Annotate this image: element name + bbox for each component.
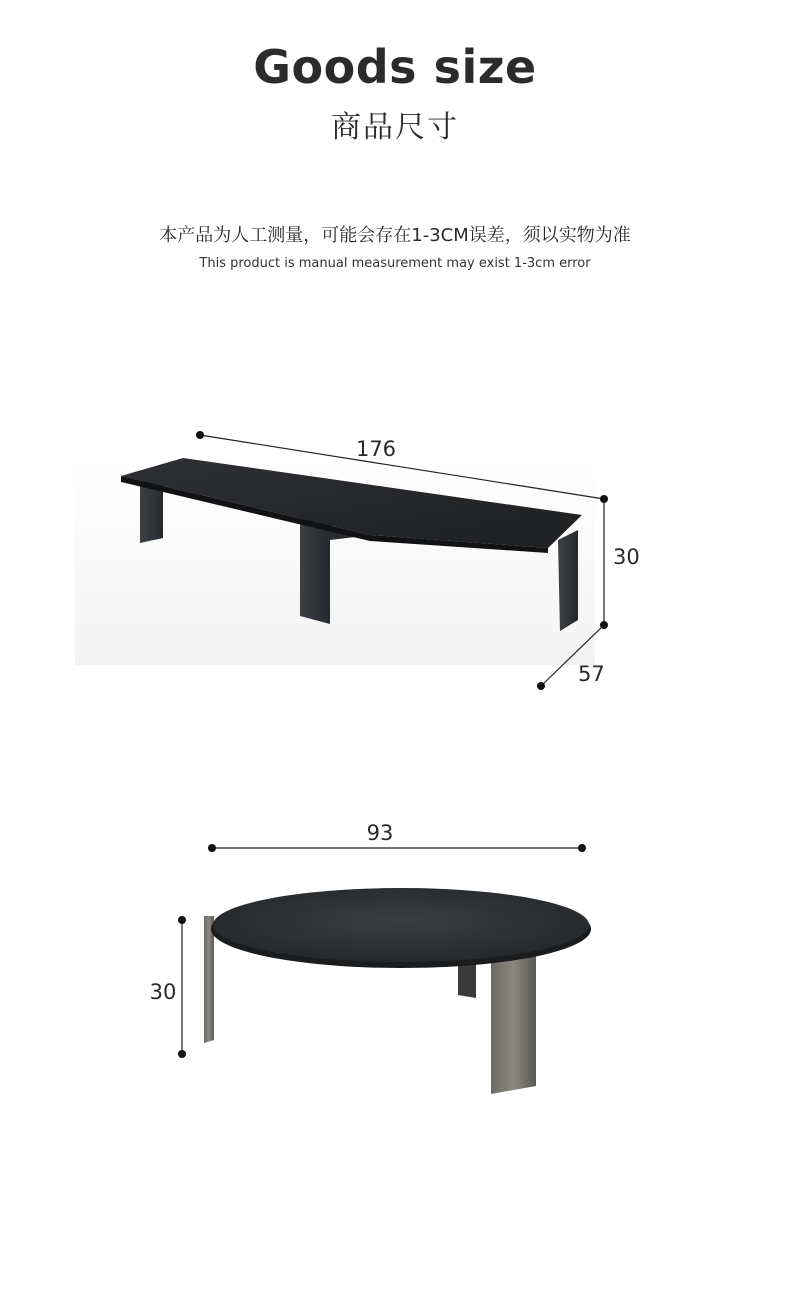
table-leg bbox=[300, 518, 330, 624]
table-leg bbox=[558, 530, 578, 631]
round-table-figure bbox=[0, 810, 790, 1110]
measurement-note-chinese: 本产品为人工测量，可能会存在1-3CM误差，须以实物为准 bbox=[159, 225, 631, 246]
round-table-diameter-label: 93 bbox=[366, 821, 394, 845]
long-table-figure bbox=[0, 400, 790, 710]
title-chinese: 商品尺寸 bbox=[331, 110, 459, 145]
table-leg bbox=[491, 948, 536, 1094]
round-table-height-label: 30 bbox=[149, 980, 177, 1004]
round-table-top bbox=[213, 888, 589, 962]
table-leg bbox=[204, 916, 214, 1043]
long-table-length-label: 176 bbox=[355, 437, 397, 461]
long-table-depth-label: 57 bbox=[578, 662, 605, 686]
measurement-note-english: This product is manual measurement may exist 1-3cm error bbox=[199, 256, 591, 271]
long-table-height-label: 30 bbox=[613, 545, 640, 569]
title-english: Goods size bbox=[253, 40, 537, 94]
